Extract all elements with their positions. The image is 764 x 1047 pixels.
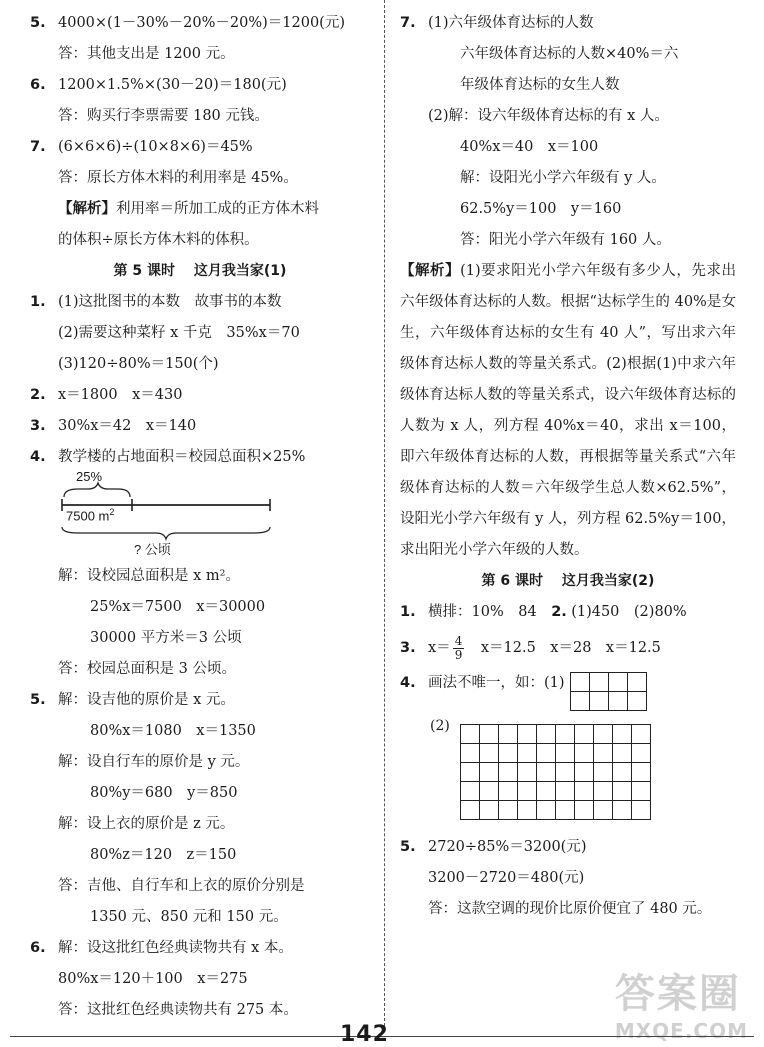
s6q1-line: 1. 横排：10% 84 2. (1)450 (2)80% (400, 604, 687, 620)
q7-line: 7. (6×6×6)÷(10×8×6)＝45% (30, 139, 253, 155)
q6-answer: 答：购买行李票需要 180 元钱。 (58, 108, 269, 124)
s5q4-line4: 30000 平方米＝3 公顷 (90, 630, 242, 646)
s5q5-line1: 5. 解：设吉他的原价是 x 元。 (30, 692, 235, 708)
s5q4-answer: 答：校园总面积是 3 公顷。 (58, 661, 236, 677)
s5q5-line5: 解：设上衣的原价是 z 元。 (58, 816, 235, 832)
s5q4-line3: 25%x＝7500 x＝30000 (90, 599, 266, 615)
r-q7-line1: 7. (1)六年级体育达标的人数 (400, 15, 594, 31)
large-grid (460, 724, 651, 820)
r-q7-line4: (2)解：设六年级体育达标的有 x 人。 (428, 108, 669, 124)
page-number: 142 (340, 1022, 389, 1047)
s5q4-line2: 解：设校园总面积是 x m²。 (58, 568, 240, 584)
q6-line: 6. 1200×1.5%×(30－20)＝180(元) (30, 77, 287, 93)
section-6-heading: 第 6 课时 这月我当家(2) (481, 573, 655, 589)
r-q7-line2: 六年级体育达标的人数×40%＝六 (460, 46, 679, 62)
s5q5-answer1: 答：吉他、自行车和上衣的原价分别是 (58, 878, 305, 894)
s6q5-answer: 答：这款空调的现价比原价便宜了 480 元。 (428, 901, 712, 917)
s5q6-line2: 80%x＝120＋100 x＝275 (58, 971, 248, 987)
s5q6-answer: 答：这批红色经典读物共有 275 本。 (58, 1002, 298, 1018)
q5-line: 5. 4000×(1－30%－20%－20%)＝1200(元) (30, 15, 345, 31)
q7-answer: 答：原长方体木料的利用率是 45%。 (58, 170, 298, 186)
percent-label: 25% (76, 469, 103, 484)
r-q7-line6: 解：设阳光小学六年级有 y 人。 (460, 170, 666, 186)
total-label: ? 公顷 (134, 542, 171, 557)
s5q1-line1: 1. (1)这批图书的本数 故事书的本数 (30, 294, 282, 310)
s6q4-part2: (2) (400, 714, 736, 832)
right-column (400, 8, 736, 925)
s5q3-line: 3. 30%x＝42 x＝140 (30, 418, 197, 434)
s6q4-line1: 4. 画法不唯一，如：(1) (400, 668, 736, 708)
s5q5-line3: 解：设自行车的原价是 y 元。 (58, 754, 250, 770)
q5-answer: 答：其他支出是 1200 元。 (58, 46, 235, 62)
fraction: $\frac{4}{9}$ (454, 633, 463, 662)
s5q5-line2: 80%x＝1080 x＝1350 (90, 723, 256, 739)
s5q5-line4: 80%y＝680 y＝850 (90, 785, 238, 801)
s5q5-answer2: 1350 元、850 元和 150 元。 (90, 909, 288, 925)
watermark-logo: 答案圈 MXQE.COM (614, 971, 748, 1043)
r-q7-answer: 答：阳光小学六年级有 160 人。 (460, 232, 671, 248)
r-q7-line3: 年级体育达标的女生人数 (460, 77, 620, 93)
r-q7-line5: 40%x＝40 x＝100 (460, 139, 599, 155)
q7-analysis-1: 【解析】利用率＝所加工成的正方体木料 (58, 201, 319, 217)
r-q7-analysis: 【解析】(1)要求阳光小学六年级有多少人，先求出六年级体育达标的人数。根据“达标学生的 40%是女生，六年级体育达标的女生有 40 人”，写出求六年级体育达标人数的等量关系式。(2)根据(1)中求六年级体育达标人数的等量关系式，设六年级体育达标的人数为 x 人，列方程 40%x＝40，求出 x＝100，即六年级体育达标的人数，再根据等量关系式“六年级体育达标的人数＝六年级学生总人数×62.5%”，设阳光小学六年级有 y 人，列方程 62.5%y＝100，求出阳光小学六年级的人数。 (400, 263, 736, 558)
line-segment-diagram (30, 469, 370, 561)
s5q6-line1: 6. 解：设这批红色经典读物共有 x 本。 (30, 940, 293, 956)
area-label: 7500 $m^2$ (66, 507, 115, 524)
s5q4-line: 4. 教学楼的占地面积＝校园总面积×25% (30, 449, 306, 465)
s5q2-line: 2. x＝1800 x＝430 (30, 387, 183, 403)
r-q7-line7: 62.5%y＝100 y＝160 (460, 201, 622, 217)
small-grid (570, 672, 647, 711)
s6q5-line1: 5. 2720÷85%＝3200(元) (400, 839, 587, 855)
s5q1-line2: (2)需要这种菜籽 x 千克 35%x＝70 (58, 325, 300, 341)
s6q3-line: 3. x＝ $\frac{4}{9}$ x＝12.5 x＝28 x＝12.5 (400, 633, 661, 662)
s6q5-line2: 3200－2720＝480(元) (428, 870, 585, 886)
section-5-heading: 第 5 课时 这月我当家(1) (113, 263, 287, 279)
left-column (30, 8, 370, 1026)
column-divider (384, 0, 385, 1026)
s5q1-line3: (3)120÷80%＝150(个) (58, 356, 219, 372)
q7-analysis-2: 的体积÷原长方体木料的体积。 (58, 232, 259, 248)
s5q5-line6: 80%z＝120 z＝150 (90, 847, 237, 863)
